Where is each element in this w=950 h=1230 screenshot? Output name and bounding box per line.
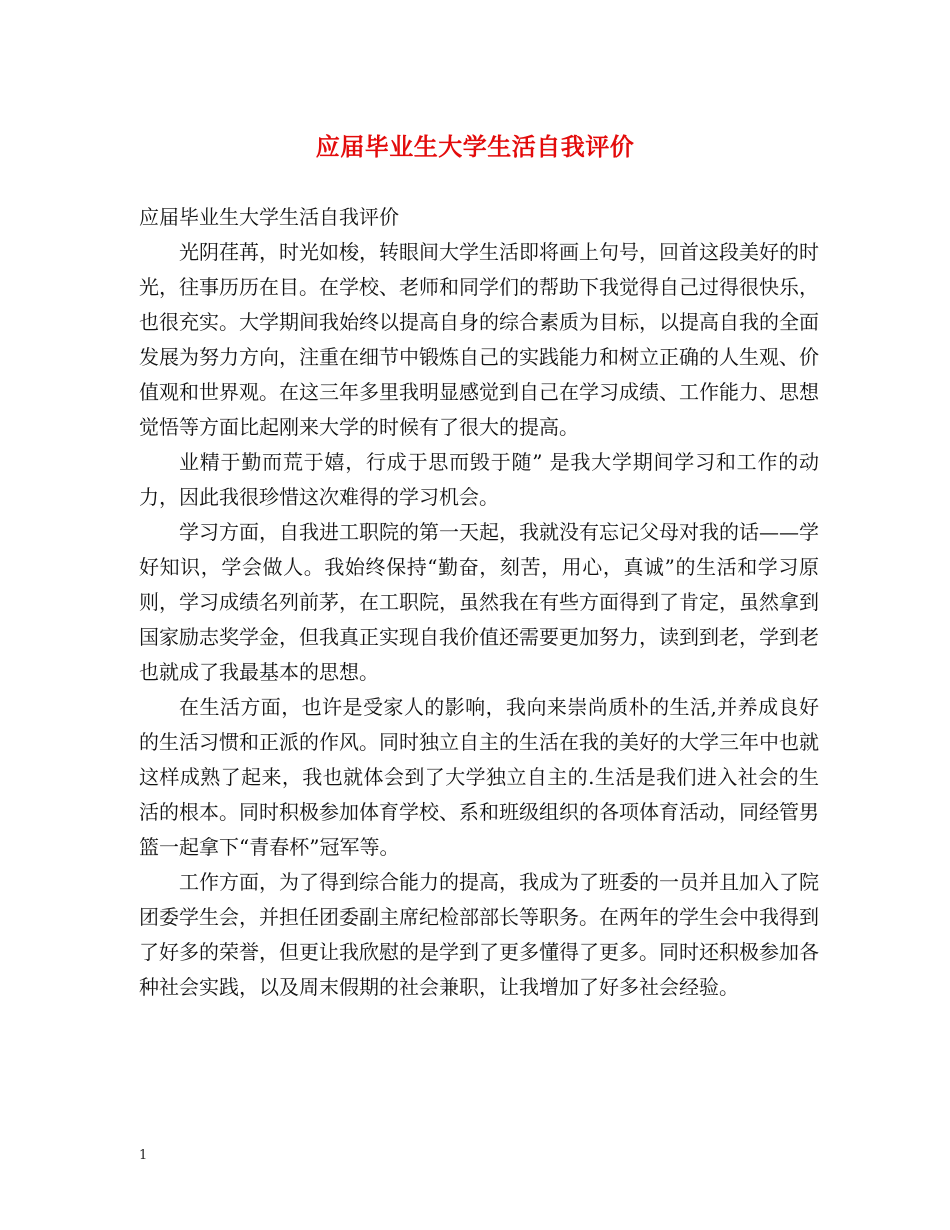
paragraph: 业精于勤而荒于嬉，行成于思而毁于随” 是我大学期间学习和工作的动力，因此我很珍惜这次难得的学习机会。: [139, 450, 819, 509]
paragraph: 光阴荏苒，时光如梭，转眼间大学生活即将画上句号，回首这段美好的时光，往事历历在目。在学校、老师和同学们的帮助下我觉得自己过得很快乐，也很充实。大学期间我始终以提高自身的综合素质为目标，以提高自我的全面发展为努力方向，注重在细节中锻炼自己的实践能力和树立正确的人生观、价值观和世界观。在这三年多里我明显感觉到自己在学习成绩、工作能力、思想觉悟等方面比起刚来大学的时候有了很大的提高。: [139, 240, 819, 439]
document-title: 应届毕业生大学生活自我评价: [315, 132, 635, 161]
paragraph: 工作方面，为了得到综合能力的提高，我成为了班委的一员并且加入了院团委学生会，并担任团委副主席纪检部部长等职务。在两年的学生会中我得到了好多的荣誉，但更让我欣慰的是学到了更多懂得了更多。同时还积极参加各种社会实践，以及周末假期的社会兼职，让我增加了好多社会经验。: [139, 870, 819, 999]
paragraph: 学习方面，自我进工职院的第一天起，我就没有忘记父母对我的话——学好知识，学会做人。我始终保持“勤奋，刻苦，用心，真诚”的生活和学习原则，学习成绩名列前茅，在工职院，虽然我在有些方面得到了肯定，虽然拿到国家励志奖学金，但我真正实现自我价值还需要更加努力，读到到老，学到老也就成了我最基本的思想。: [139, 520, 819, 684]
page-number: 1: [139, 1148, 148, 1163]
paragraph: 在生活方面，也许是受家人的影响，我向来崇尚质朴的生活,并养成良好的生活习惯和正派的作风。同时独立自主的生活在我的美好的大学三年中也就这样成熟了起来，我也就体会到了大学独立自主的.生活是我们进入社会的生活的根本。同时积极参加体育学校、系和班级组织的各项体育活动，同经管男篮一起拿下“青春杯”冠军等。: [139, 695, 819, 859]
document-body: [139, 200, 819, 1005]
document-subtitle: 应届毕业生大学生活自我评价: [139, 205, 399, 229]
